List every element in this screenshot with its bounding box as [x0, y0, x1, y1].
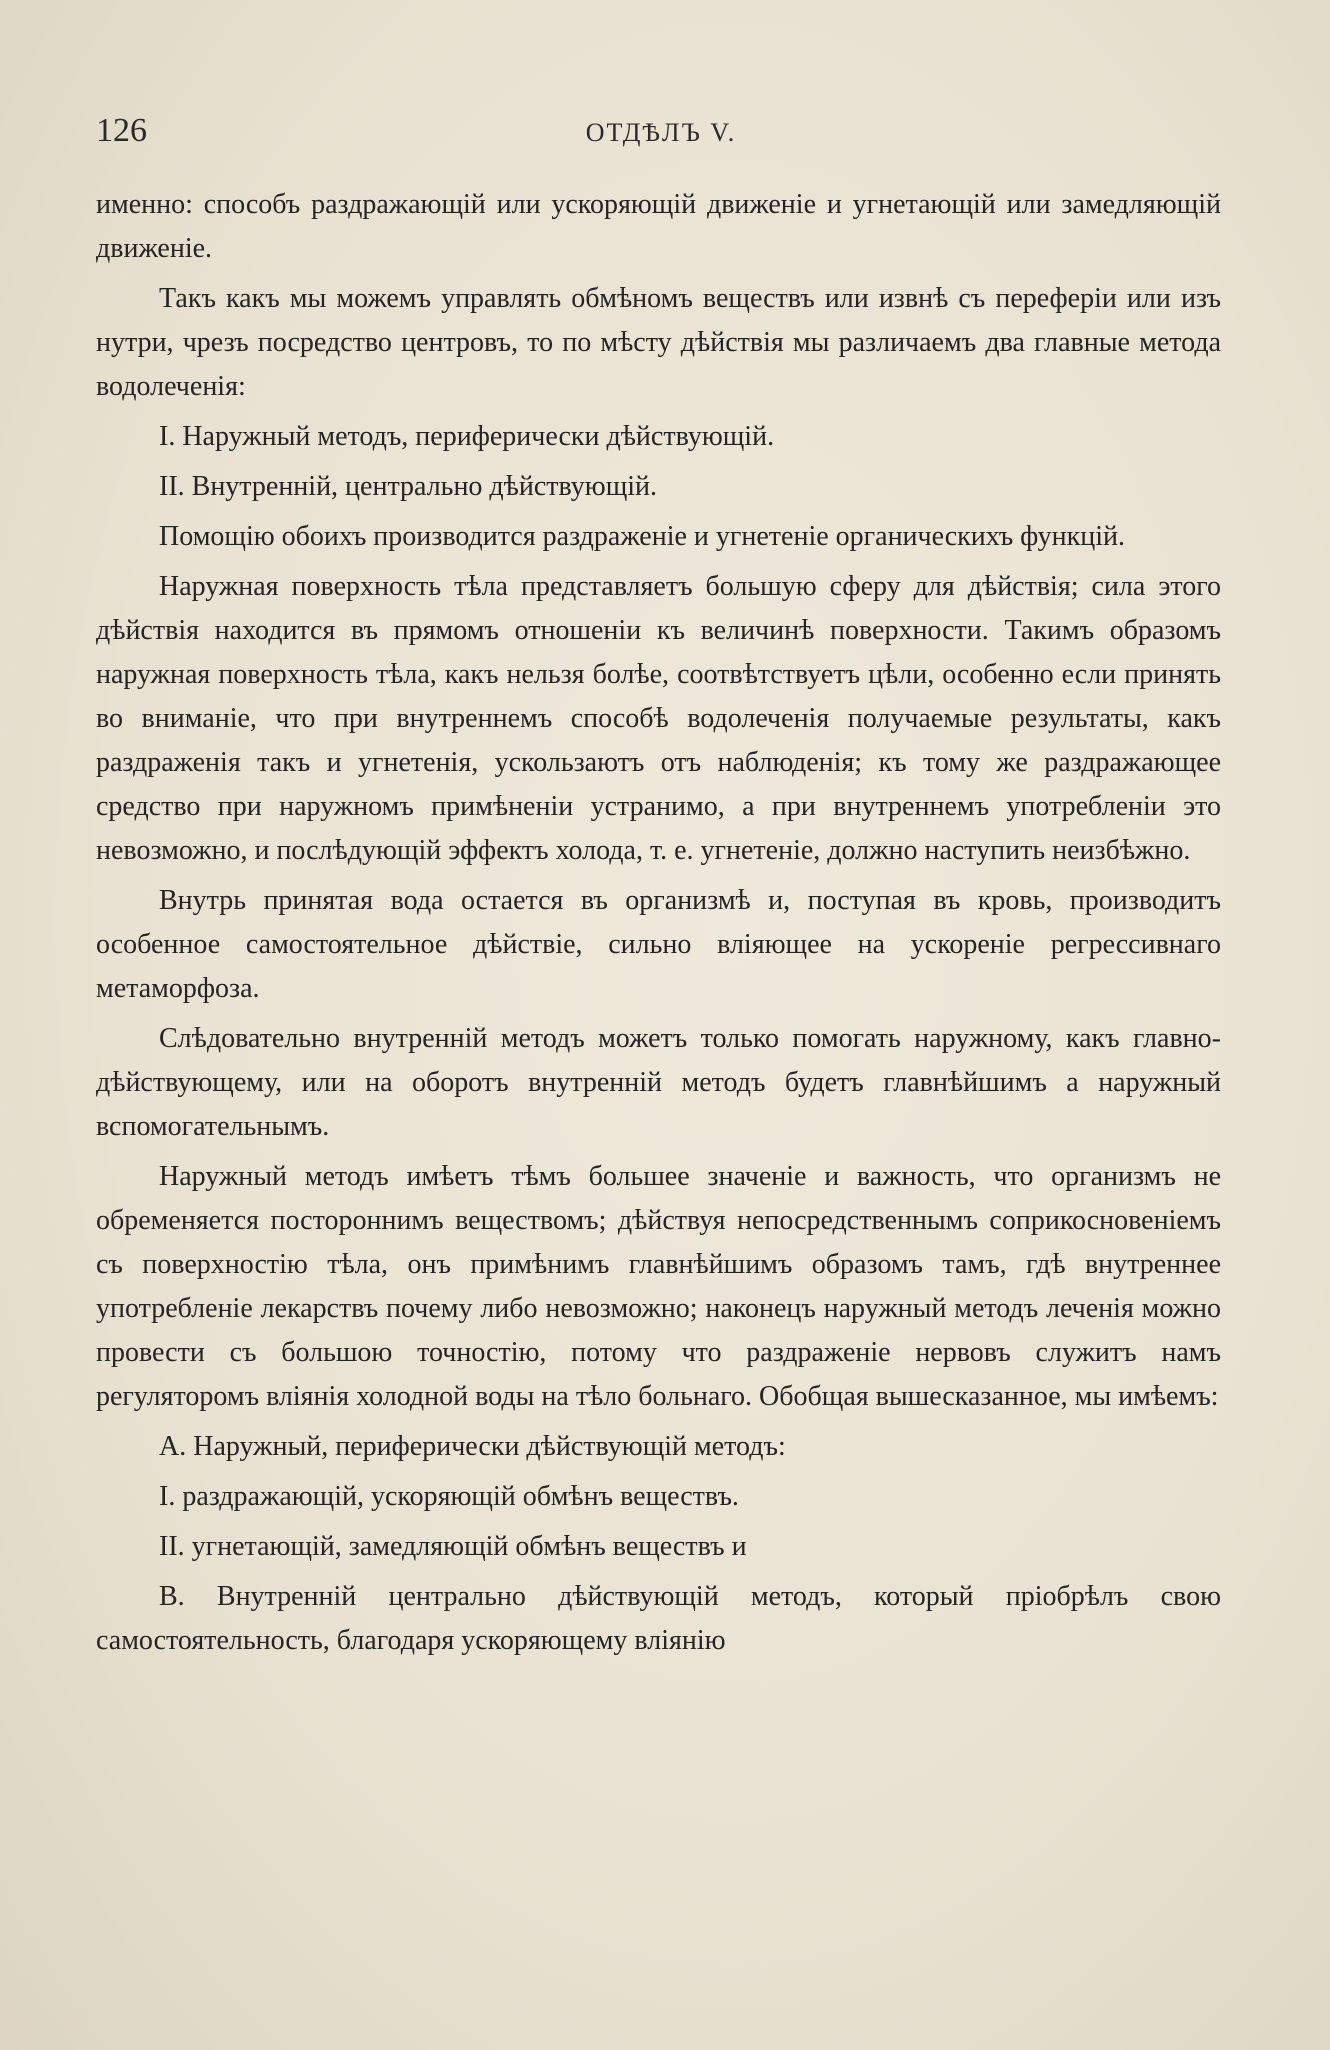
- paragraph: Слѣдовательно внутренній методъ можетъ только помогать наружному, какъ главно-дѣйствующему, или на оборотъ внутренній методъ будетъ главнѣйшимъ а наружный вспомогательнымъ.: [96, 1023, 1221, 1142]
- page-header: [96, 112, 1226, 152]
- running-head: ОТДѢЛЪ V.: [585, 118, 737, 147]
- list-item: II. Внутренній, центрально дѣйствующій.: [159, 471, 658, 502]
- list-item: I. Наружный методъ, периферически дѣйствующій.: [159, 421, 775, 452]
- paragraph: Такъ какъ мы можемъ управлять обмѣномъ веществъ или извнѣ съ переферіи или изъ нутри, чрезъ посредство центровъ, то по мѣсту дѣйствія мы различаемъ два главные метода водолеченія:: [96, 283, 1221, 402]
- body-text: [96, 183, 1221, 1669]
- page-number: 126: [96, 112, 147, 149]
- paragraph: Наружный методъ имѣетъ тѣмъ большее значеніе и важность, что организмъ не обременяется постороннимъ веществомъ; дѣйствуя непосредственнымъ соприкосновеніемъ съ поверхностію тѣла, онъ примѣнимъ главнѣйшимъ образомъ тамъ, гдѣ внутреннее употребленіе лекарствъ почему либо невозможно; наконецъ наружный методъ леченія можно провести съ большою точностію, потому что раздраженіе нервовъ служитъ намъ регуляторомъ вліянія холодной воды на тѣло больнаго. Обобщая вышесказанное, мы имѣемъ:: [96, 1161, 1221, 1412]
- list-item: I. раздражающій, ускоряющій обмѣнъ веществъ.: [159, 1481, 739, 1512]
- paragraph: B. Внутренній центрально дѣйствующій методъ, который пріобрѣлъ свою самостоятельность, благодаря ускоряющему вліянію: [96, 1581, 1221, 1656]
- list-item: II. угнетающій, замедляющій обмѣнъ веществъ и: [159, 1531, 747, 1562]
- paragraph: Помощію обоихъ производится раздраженіе и угнетеніе органическихъ функцій.: [159, 521, 1125, 552]
- paragraph: Внутрь принятая вода остается въ организмѣ и, поступая въ кровь, производитъ особенное самостоятельное дѣйствіе, сильно вліяющее на ускореніе регрессивнаго метаморфоза.: [96, 885, 1221, 1004]
- paragraph: именно: способъ раздражающій или ускоряющій движеніе и угнетающій или замедляющій движеніе.: [96, 189, 1221, 264]
- paragraph: Наружная поверхность тѣла представляетъ большую сферу для дѣйствія; сила этого дѣйствія находится въ прямомъ отношеніи къ величинѣ поверхности. Такимъ образомъ наружная поверхность тѣла, какъ нельзя болѣе, соотвѣтствуетъ цѣли, особенно если принять во вниманіе, что при внутреннемъ способѣ водолеченія получаемые результаты, какъ раздраженія такъ и угнетенія, ускользаютъ отъ наблюденія; къ тому же раздражающее средство при наружномъ примѣненіи устранимо, а при внутреннемъ употребленіи это невозможно, и послѣдующій эффектъ холода, т. е. угнетеніе, должно наступить неизбѣжно.: [96, 571, 1221, 866]
- list-item: A. Наружный, периферически дѣйствующій методъ:: [159, 1431, 786, 1462]
